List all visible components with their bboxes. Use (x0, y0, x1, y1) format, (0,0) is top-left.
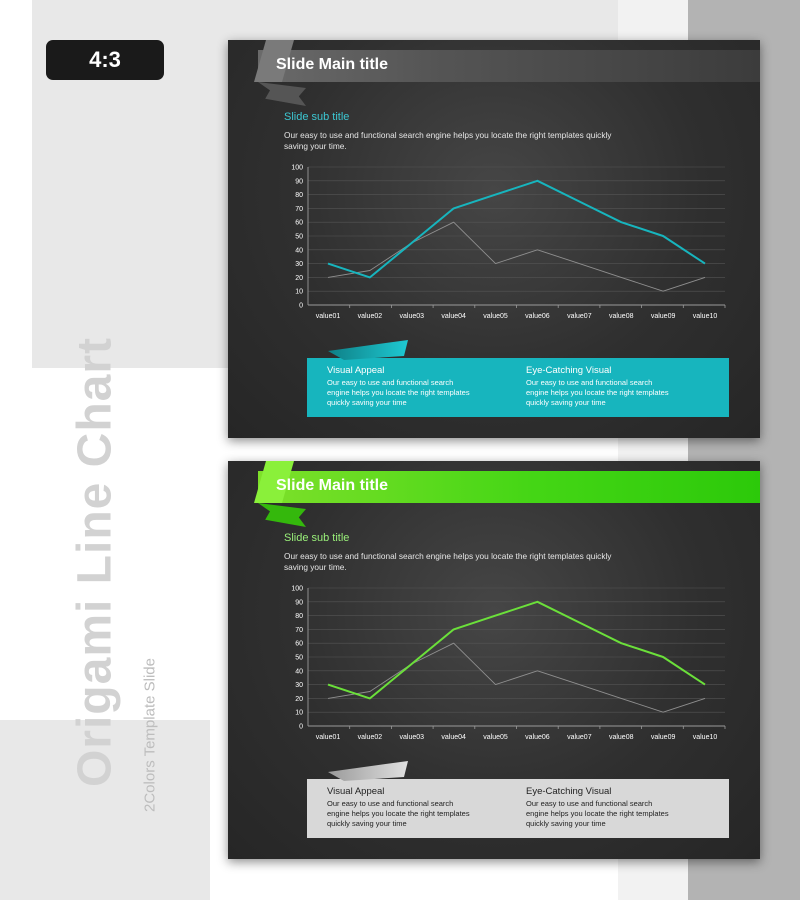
x-tick-label: value04 (441, 734, 466, 741)
info-title: Eye-Catching Visual (526, 786, 612, 797)
x-tick-label: value05 (483, 313, 508, 320)
title-ribbon-tail (258, 503, 306, 527)
line-chart (283, 160, 733, 325)
y-tick-label: 20 (295, 695, 303, 703)
y-tick-label: 0 (299, 302, 303, 310)
x-tick-label: value06 (525, 734, 550, 741)
slide-description: Our easy to use and functional search engine helps you locate the right templates quickly saving your time. (284, 130, 612, 151)
y-tick-label: 50 (295, 233, 303, 241)
x-tick-label: value09 (650, 313, 676, 320)
x-tick-label: value10 (692, 734, 718, 741)
side-subtitle: 2Colors Template Slide (141, 658, 159, 812)
info-title: Eye-Catching Visual (526, 365, 612, 376)
y-tick-label: 90 (295, 178, 303, 186)
y-tick-label: 50 (295, 654, 303, 662)
slide-preview-green[interactable] (228, 461, 760, 859)
series-line-primary (328, 602, 705, 699)
info-box (307, 779, 729, 838)
x-tick-label: value02 (357, 313, 383, 320)
info-column (526, 365, 676, 408)
slide-description: Our easy to use and functional search engine helps you locate the right templates quickly saving your time. (284, 551, 612, 572)
y-tick-label: 80 (295, 613, 303, 621)
y-tick-label: 0 (299, 723, 303, 731)
y-tick-label: 40 (295, 247, 303, 255)
x-tick-label: value05 (483, 734, 508, 741)
y-tick-label: 90 (295, 599, 303, 607)
x-tick-label: value09 (650, 734, 676, 741)
x-tick-label: value01 (315, 313, 341, 320)
x-tick-label: value03 (399, 734, 425, 741)
x-tick-label: value07 (567, 313, 592, 320)
y-tick-label: 40 (295, 668, 303, 676)
x-tick-label: value07 (567, 734, 592, 741)
series-line-primary (328, 181, 705, 278)
info-box-fold (328, 340, 408, 360)
y-tick-label: 30 (295, 682, 303, 690)
info-column (327, 786, 477, 829)
info-column (327, 365, 477, 408)
y-tick-label: 100 (291, 585, 303, 593)
info-column (526, 786, 676, 829)
side-title: Origami Line Chart (68, 336, 122, 788)
x-tick-label: value08 (608, 734, 634, 741)
y-tick-label: 60 (295, 219, 303, 227)
info-text: Our easy to use and functional search engine helps you locate the right templates quickly saving your time (526, 799, 669, 828)
slide-preview-cyan[interactable] (228, 40, 760, 438)
slide-subtitle: Slide sub title (284, 111, 350, 123)
y-tick-label: 100 (291, 164, 303, 172)
slide-title: Slide Main title (276, 56, 389, 73)
info-text: Our easy to use and functional search engine helps you locate the right templates quickly saving your time (327, 799, 470, 828)
info-box (307, 358, 729, 417)
x-tick-label: value06 (525, 313, 550, 320)
info-box-fold (328, 761, 408, 781)
title-ribbon-tail (258, 82, 306, 106)
y-tick-label: 70 (295, 626, 303, 634)
info-title: Visual Appeal (327, 786, 385, 797)
x-tick-label: value04 (441, 313, 466, 320)
line-chart (283, 581, 733, 746)
y-tick-label: 10 (295, 709, 303, 717)
series-line-secondary (328, 643, 705, 712)
x-tick-label: value01 (315, 734, 341, 741)
info-title: Visual Appeal (327, 365, 385, 376)
x-tick-label: value10 (692, 313, 718, 320)
slide-subtitle: Slide sub title (284, 532, 350, 544)
info-text: Our easy to use and functional search engine helps you locate the right templates quickly saving your time (327, 378, 470, 407)
y-tick-label: 30 (295, 261, 303, 269)
y-tick-label: 80 (295, 192, 303, 200)
y-tick-label: 10 (295, 288, 303, 296)
y-tick-label: 70 (295, 205, 303, 213)
y-tick-label: 20 (295, 274, 303, 282)
x-tick-label: value08 (608, 313, 634, 320)
aspect-ratio-badge: 4:3 (46, 40, 164, 80)
y-tick-label: 60 (295, 640, 303, 648)
x-tick-label: value02 (357, 734, 383, 741)
slide-title: Slide Main title (276, 477, 389, 494)
info-text: Our easy to use and functional search engine helps you locate the right templates quickly saving your time (526, 378, 669, 407)
series-line-secondary (328, 222, 705, 291)
x-tick-label: value03 (399, 313, 425, 320)
